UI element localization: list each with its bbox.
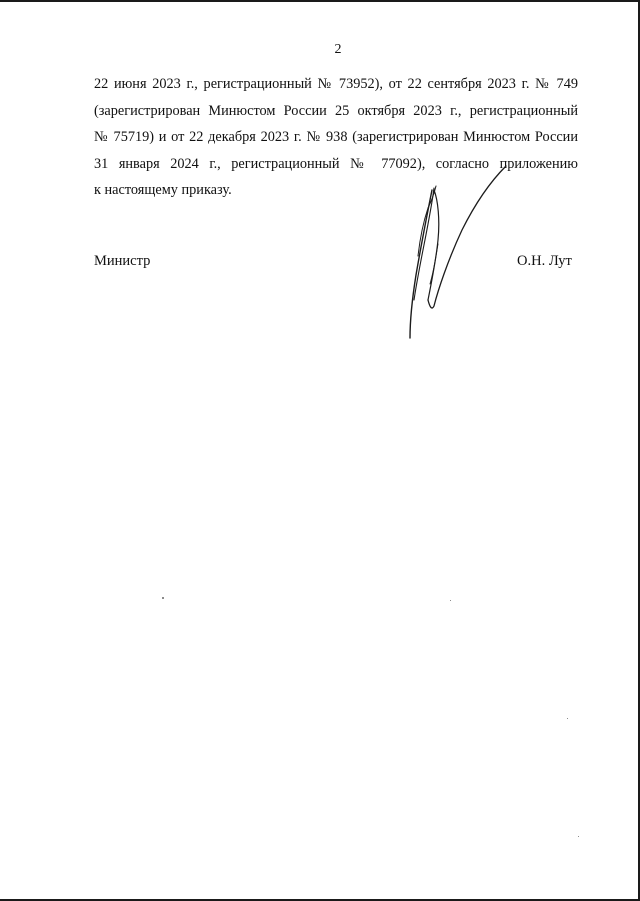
body-line-1: 22 июня 2023 г., регистрационный № 73952), от 22 сентября 2023 г. № 749 <box>94 76 578 92</box>
handwritten-signature <box>398 160 518 345</box>
scan-speck <box>162 597 164 599</box>
scan-border-top <box>0 0 640 2</box>
scan-speck <box>450 600 451 601</box>
scan-speck <box>567 718 568 719</box>
body-line-5: к настоящему приказу. <box>94 182 232 198</box>
signatory-name: О.Н. Лут <box>517 253 572 269</box>
scan-speck <box>578 836 579 837</box>
page-number: 2 <box>334 42 342 57</box>
body-line-4: 31 января 2024 г., регистрационный № 77092), согласно приложению <box>94 155 578 172</box>
signatory-title: Министр <box>94 253 151 269</box>
body-line-2: (зарегистрирован Минюстом России 25 октября 2023 г., регистрационный <box>94 102 578 119</box>
body-line-3: № 75719) и от 22 декабря 2023 г. № 938 (зарегистрирован Минюстом России <box>94 129 578 145</box>
